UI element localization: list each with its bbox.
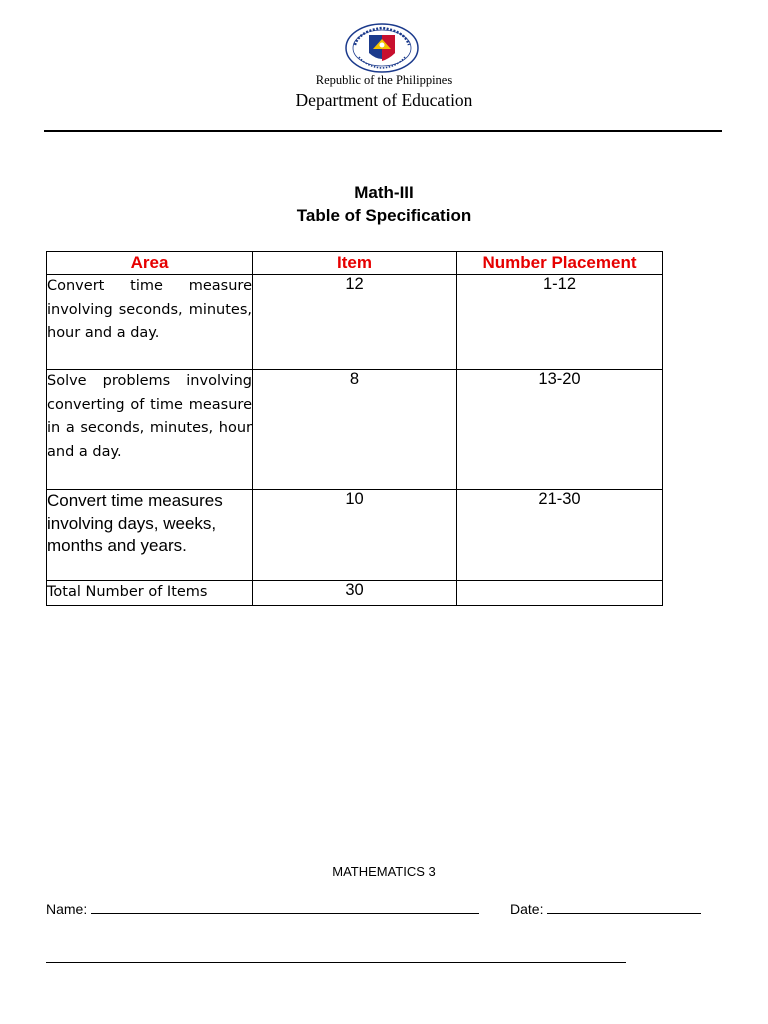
placement-cell: 13-20 [457, 370, 663, 490]
blank-line[interactable] [46, 962, 626, 963]
item-cell: 8 [253, 370, 457, 490]
name-blank-line[interactable] [91, 899, 479, 914]
item-cell: 10 [253, 490, 457, 581]
area-cell: Convert time measure involving seconds, minutes, hour and a day. [47, 275, 253, 370]
total-item-cell: 30 [253, 581, 457, 606]
placement-cell: 21-30 [457, 490, 663, 581]
total-placement-cell [457, 581, 663, 606]
date-label: Date: [510, 901, 544, 917]
total-label-cell: Total Number of Items [47, 581, 253, 606]
placement-cell: 1-12 [457, 275, 663, 370]
name-field[interactable] [46, 899, 479, 917]
specification-table [46, 251, 663, 606]
header-area: Area [47, 252, 253, 275]
subject-label: MATHEMATICS 3 [332, 864, 436, 879]
area-cell: Convert time measures involving days, weeks, months and years. [47, 490, 253, 581]
table-row [47, 275, 663, 370]
department-label: Department of Education [295, 90, 473, 110]
header-item: Item [253, 252, 457, 275]
table-header-row [47, 252, 663, 275]
header-number-placement: Number Placement [457, 252, 663, 275]
area-cell: Solve problems involving converting of time measure in a seconds, minutes, hour and a day. [47, 370, 253, 490]
date-blank-line[interactable] [547, 899, 701, 914]
table-row [47, 490, 663, 581]
document-title: Math-III [354, 183, 414, 202]
header-divider [44, 130, 722, 132]
republic-label: Republic of the Philippines [315, 73, 453, 87]
table-total-row [47, 581, 663, 606]
date-field[interactable] [510, 899, 701, 917]
deped-seal-icon [345, 23, 419, 73]
item-cell: 12 [253, 275, 457, 370]
table-row [47, 370, 663, 490]
document-subtitle: Table of Specification [296, 206, 472, 225]
name-label: Name: [46, 901, 88, 917]
